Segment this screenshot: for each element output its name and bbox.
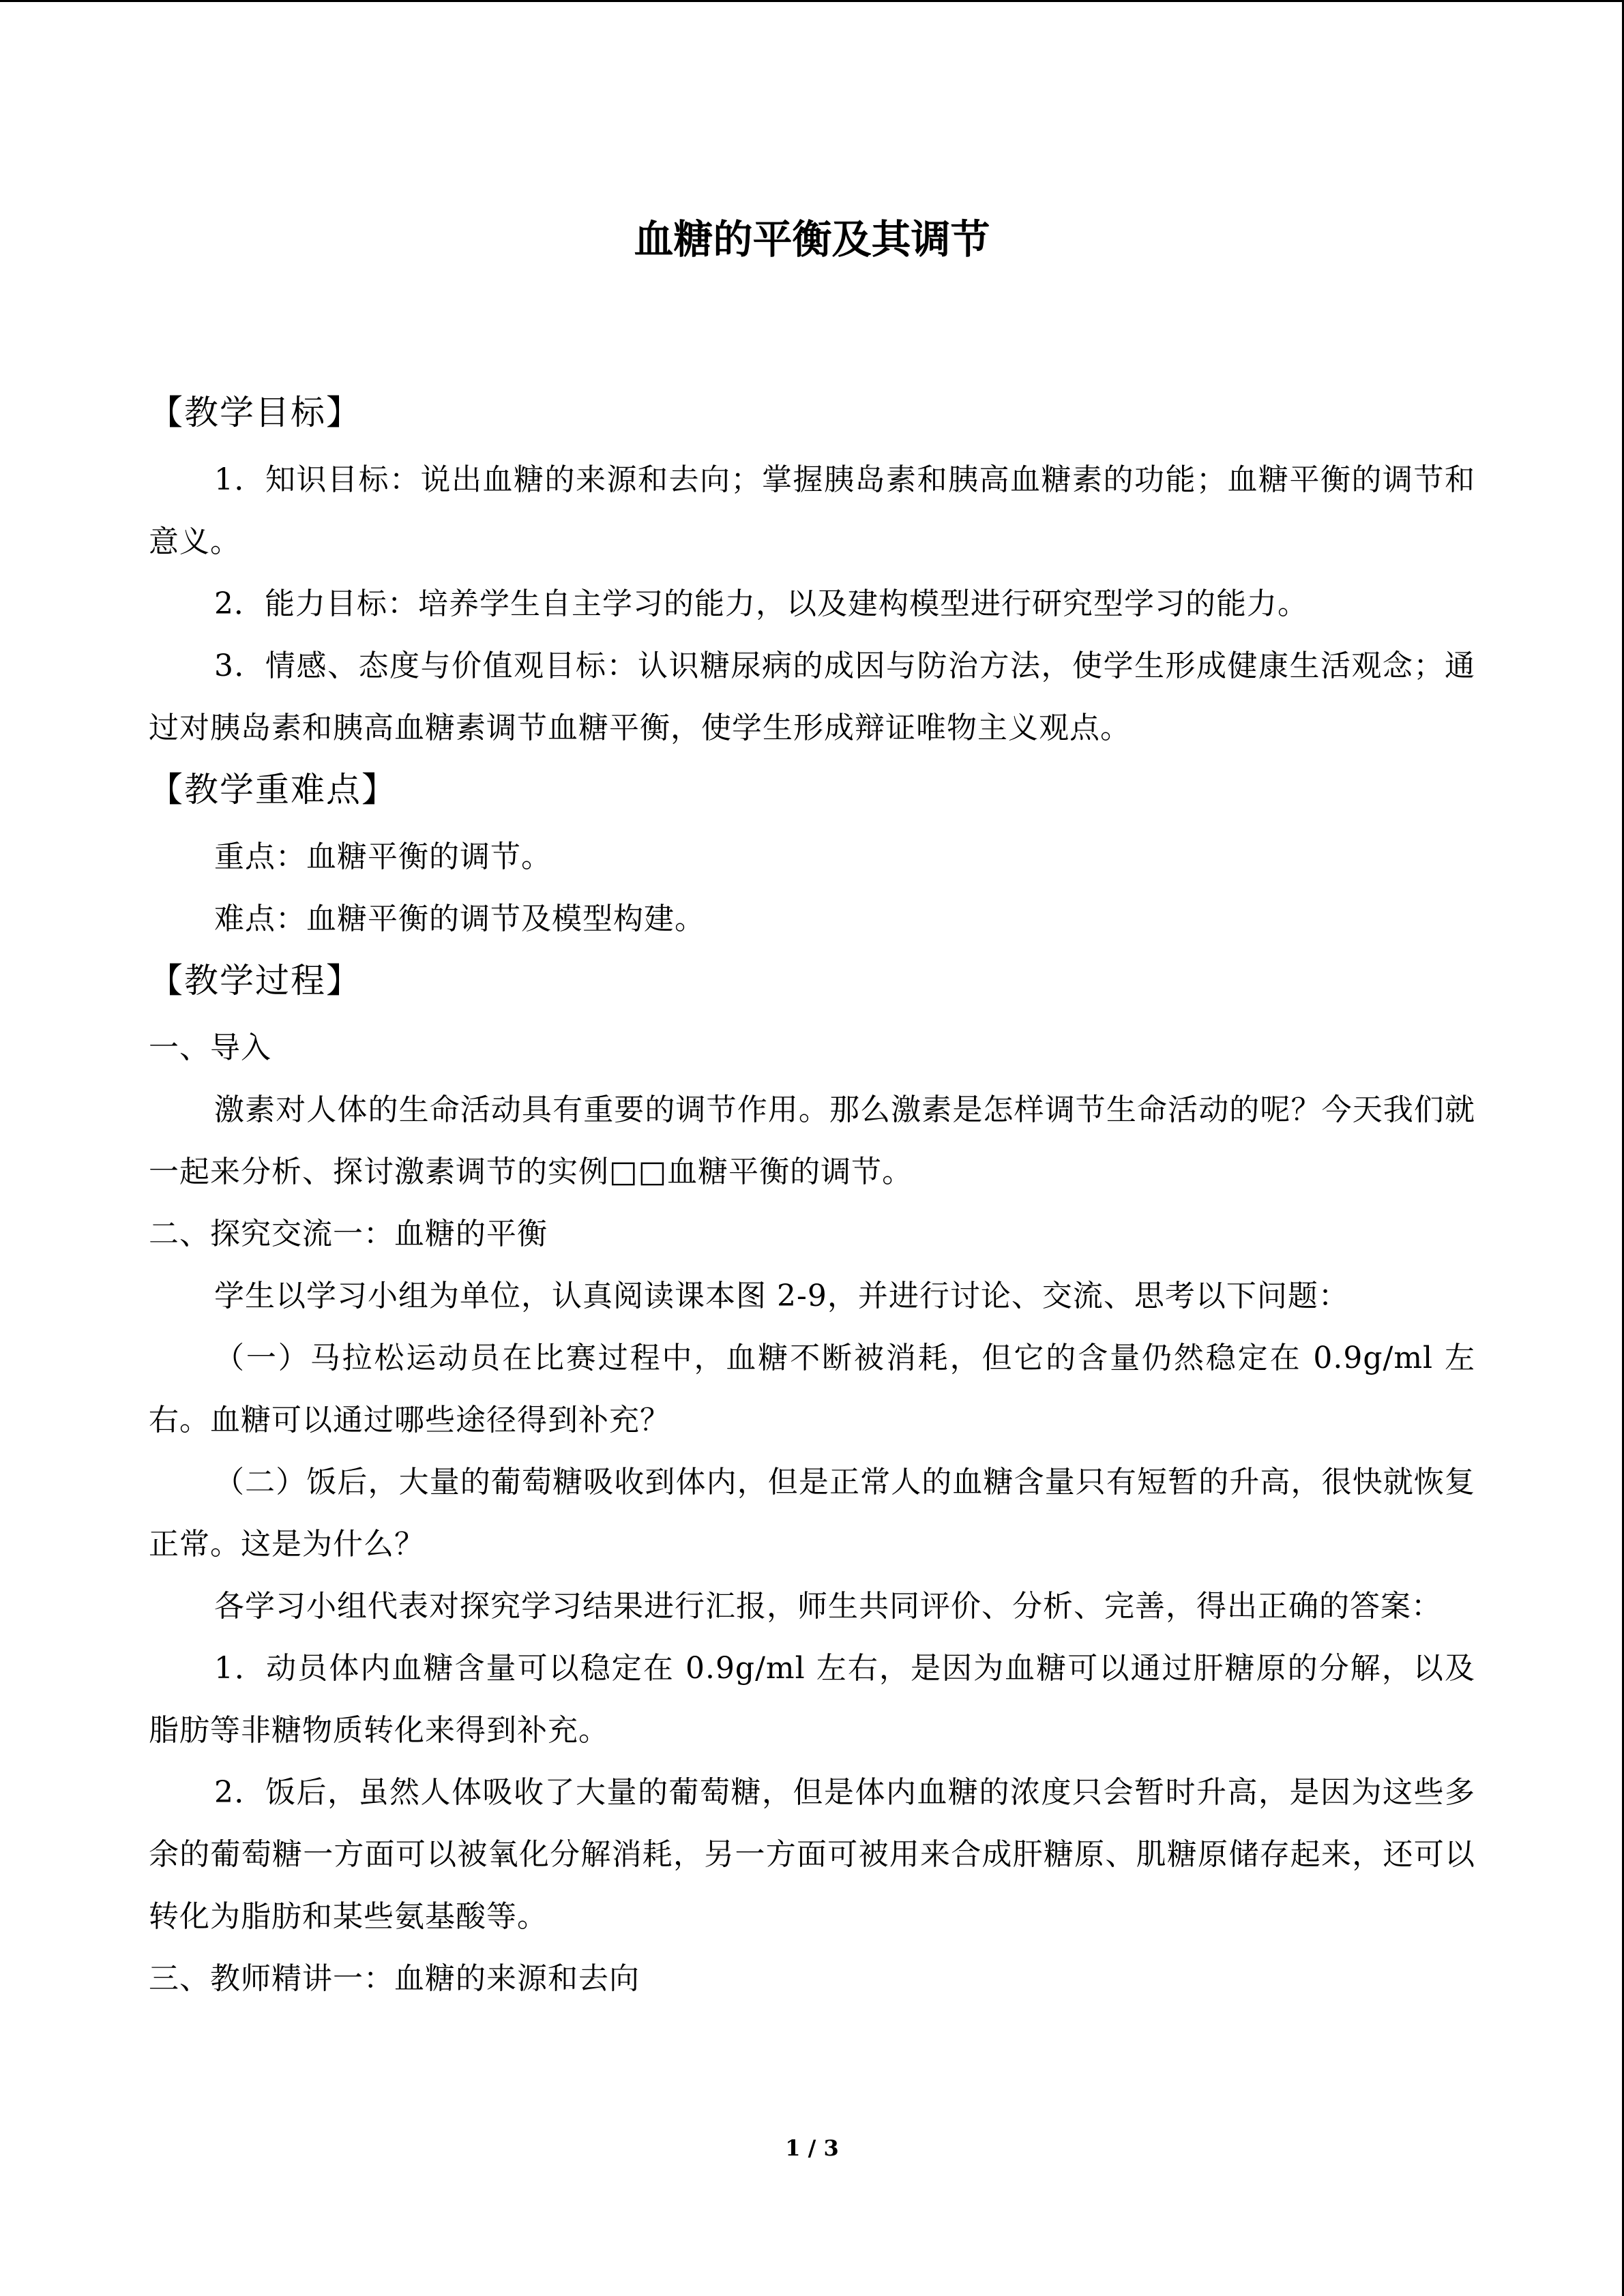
step-question: （一）马拉松运动员在比赛过程中，血糖不断被消耗，但它的含量仍然稳定在 0.9g/ml 左右。血糖可以通过哪些途径得到补充？: [149, 1341, 1475, 1437]
step-title-explore: 二、探究交流一：血糖的平衡: [149, 1217, 548, 1251]
key-point-item: 重点：血糖平衡的调节。: [214, 839, 552, 874]
goal-item: 3．情感、态度与价值观目标：认识糖尿病的成因与防治方法，使学生形成健康生活观念；通过对胰岛素和胰高血糖素调节血糖平衡，使学生形成辩证唯物主义观点。: [149, 648, 1475, 745]
step-paragraph: 学生以学习小组为单位，认真阅读课本图 2-9，并进行讨论、交流、思考以下问题：: [214, 1279, 1349, 1313]
step-title-lecture: 三、教师精讲一：血糖的来源和去向: [149, 1961, 640, 1996]
page-number: 1 / 3: [785, 2135, 839, 2161]
step-question: （二）饭后，大量的葡萄糖吸收到体内，但是正常人的血糖含量只有短暂的升高，很快就恢复正常。这是为什么？: [149, 1465, 1475, 1562]
step-answer: 2．饭后，虽然人体吸收了大量的葡萄糖，但是体内血糖的浓度只会暂时升高，是因为这些多余的葡萄糖一方面可以被氧化分解消耗，另一方面可被用来合成肝糖原、肌糖原储存起来，还可以转化为脂肪和某些氨基酸等。: [149, 1775, 1475, 1934]
step-title-intro: 一、导入: [149, 1030, 271, 1065]
step-paragraph: 激素对人体的生命活动具有重要的调节作用。那么激素是怎样调节生命活动的呢？今天我们就一起来分析、探讨激素调节的实例□□血糖平衡的调节。: [149, 1092, 1475, 1189]
goal-item: 2．能力目标：培养学生自主学习的能力，以及建构模型进行研究型学习的能力。: [214, 586, 1308, 621]
step-answer: 1．动员体内血糖含量可以稳定在 0.9g/ml 左右，是因为血糖可以通过肝糖原的分解，以及脂肪等非糖物质转化来得到补充。: [149, 1651, 1475, 1748]
goal-item: 1．知识目标：说出血糖的来源和去向；掌握胰岛素和胰高血糖素的功能；血糖平衡的调节和意义。: [149, 462, 1475, 559]
section-heading-key-points: 【教学重难点】: [149, 770, 397, 809]
step-paragraph: 各学习小组代表对探究学习结果进行汇报，师生共同评价、分析、完善，得出正确的答案：: [214, 1589, 1442, 1624]
document-body: [149, 382, 1475, 2010]
section-heading-process: 【教学过程】: [149, 961, 361, 1000]
key-point-item: 难点：血糖平衡的调节及模型构建。: [214, 901, 705, 936]
section-heading-goals: 【教学目标】: [149, 393, 361, 432]
page-title: 血糖的平衡及其调节: [634, 216, 990, 263]
page-border-top: [0, 0, 1624, 2]
